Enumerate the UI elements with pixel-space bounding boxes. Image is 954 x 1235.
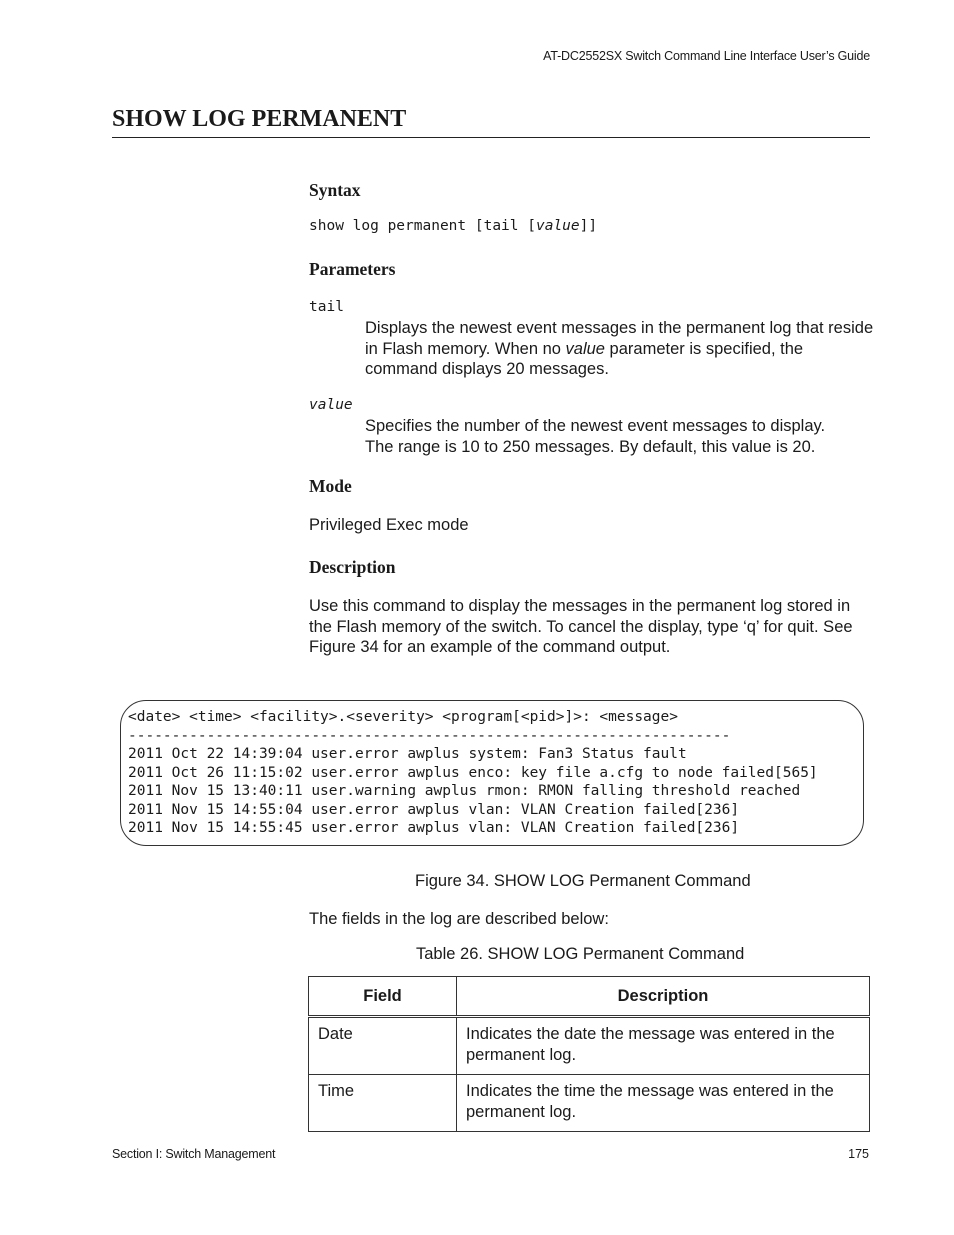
fields-intro: The fields in the log are described below: xyxy=(309,910,609,928)
fields-table xyxy=(308,976,870,1132)
syntax-heading: Syntax xyxy=(309,180,361,200)
param-name-tail: tail xyxy=(309,299,344,315)
table-header-row xyxy=(309,977,870,1017)
code-line: 2011 Nov 15 13:40:11 user.warning awplus rmon: RMON falling threshold reached xyxy=(128,783,801,799)
param-desc-tail-part1: Displays the newest event messages in the permanent log that reside in Flash memory. When no xyxy=(365,319,874,358)
param-desc-tail xyxy=(365,318,875,380)
figure-caption: Figure 34. SHOW LOG Permanent Command xyxy=(415,872,751,890)
parameters-heading: Parameters xyxy=(309,259,396,279)
page-number: 175 xyxy=(848,1147,869,1161)
table-row xyxy=(309,1075,870,1132)
table-row xyxy=(309,1017,870,1075)
table-header-field: Field xyxy=(309,977,457,1017)
code-line-separator: --------------------------------------------------------------------- xyxy=(128,727,731,744)
table-cell-description: Indicates the time the message was entered in the permanent log. xyxy=(457,1075,870,1132)
description-heading: Description xyxy=(309,557,396,577)
table-caption: Table 26. SHOW LOG Permanent Command xyxy=(416,945,745,963)
page-title: SHOW LOG PERMANENT xyxy=(112,106,870,138)
code-line: 2011 Oct 26 11:15:02 user.error awplus enco: key file a.cfg to node failed[565] xyxy=(128,764,818,781)
code-line: 2011 Oct 22 14:39:04 user.error awplus system: Fan3 Status fault xyxy=(128,746,687,762)
footer-section: Section I: Switch Management xyxy=(112,1147,276,1161)
code-line-header: <date> <time> <facility>.<severity> <program[<pid>]>: <message> xyxy=(128,709,678,725)
table-cell-description: Indicates the date the message was entered in the permanent log. xyxy=(457,1017,870,1075)
code-line: 2011 Nov 15 14:55:04 user.error awplus vlan: VLAN Creation failed[236] xyxy=(128,801,740,818)
param-desc-tail-part2: parameter is specified, the command displays 20 messages. xyxy=(365,339,804,378)
syntax-command-prefix: show log permanent [tail [ xyxy=(309,218,536,234)
syntax-command-suffix: ]] xyxy=(579,218,598,234)
code-line: 2011 Nov 15 14:55:45 user.error awplus vlan: VLAN Creation failed[236] xyxy=(128,820,740,836)
mode-text: Privileged Exec mode xyxy=(309,516,469,534)
mode-heading: Mode xyxy=(309,476,352,496)
syntax-command xyxy=(309,218,871,234)
table-header-description: Description xyxy=(457,977,870,1017)
table-cell-field: Time xyxy=(309,1075,457,1132)
description-text: Use this command to display the messages in the permanent log stored in the Flash memory of the switch. To cancel the display, type ‘q’ for quit. See Figure 34 for an example of the command output. xyxy=(309,597,853,656)
table-cell-field: Date xyxy=(309,1017,457,1075)
running-header: AT-DC2552SX Switch Command Line Interface User’s Guide xyxy=(543,49,870,63)
param-name-value: value xyxy=(309,397,353,413)
param-desc-tail-var: value xyxy=(565,339,605,358)
command-output-box xyxy=(120,700,864,846)
param-desc-value: Specifies the number of the newest event messages to display. The range is 10 to 250 messages. By default, this value is 20. xyxy=(365,417,826,456)
syntax-command-var: value xyxy=(535,218,580,234)
